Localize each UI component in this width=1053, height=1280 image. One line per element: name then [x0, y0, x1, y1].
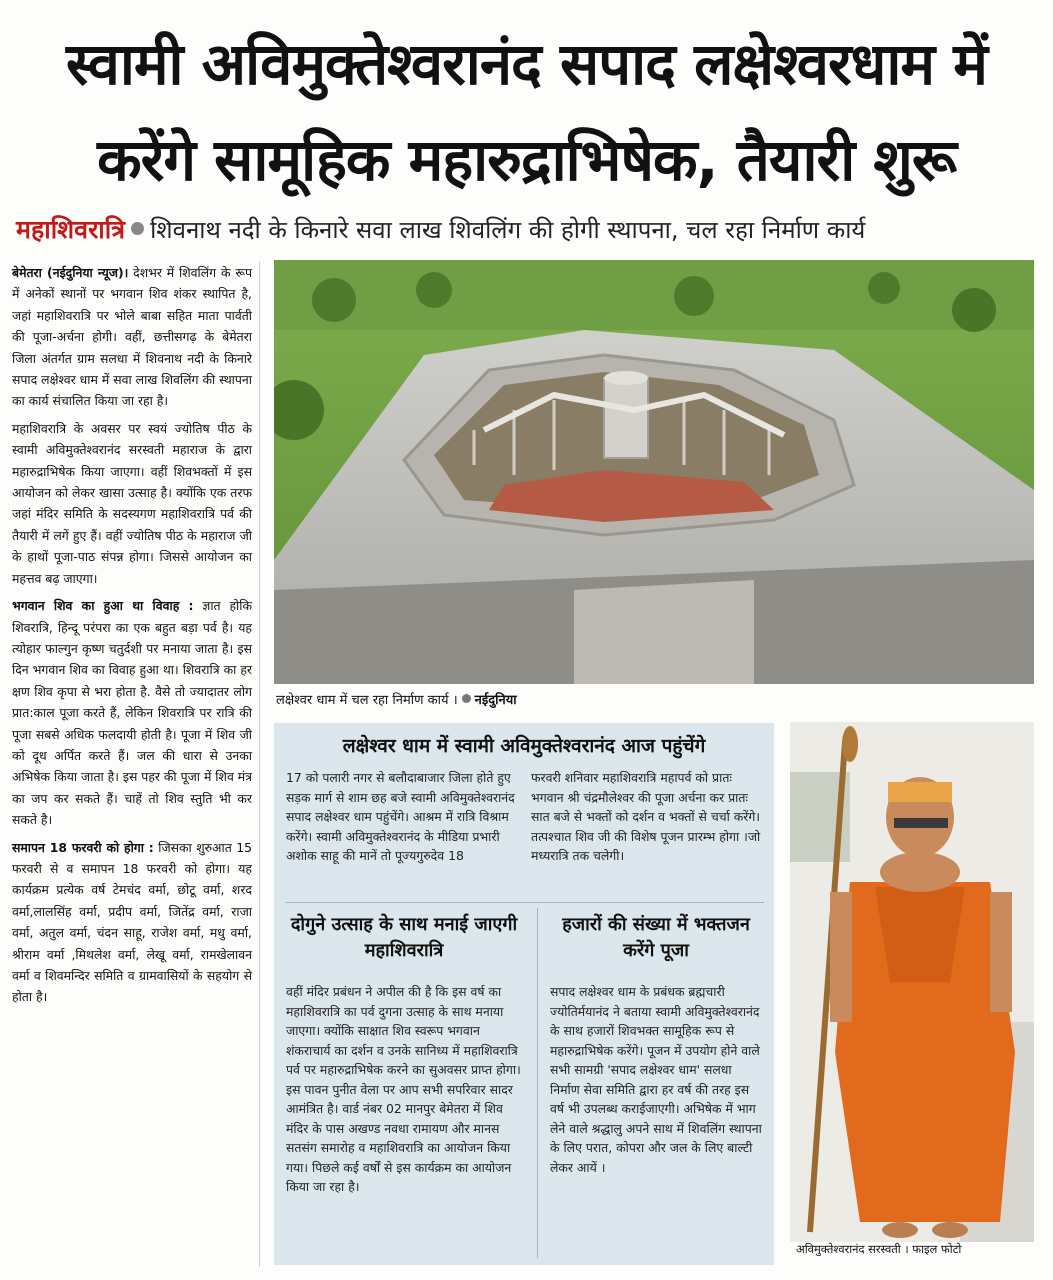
- box-divider-horizontal: [286, 902, 764, 903]
- bullet-icon: [462, 694, 471, 703]
- bullet-icon: [131, 222, 144, 235]
- box-text-devotees: सपाद लक्षेश्वर धाम के प्रबंधक ब्रह्मचारी ज्योतिर्मयानंद ने बताया स्वामी अविमुक्तेश्वरानंद के साथ हजारों शिवभक्त सामूहिक रूप से महारुद्राभिषेक करेंगे। पूजन में उपयोग होने वाले सभी सामग्री 'सपाद लक्षेश्वर धाम' सलधा निर्माण सेवा समिति द्वारा हर वर्ष की तरह इस वर्ष भी उपलब्ध कराईजाएगी। अभिषेक में भाग लेने वाले श्रद्धालु अपने साथ में शिवलिंग स्थापना के लिए परात, कोपरा और जल के लिए बाल्टी लेकर आयें ।: [550, 984, 762, 1175]
- box-text-celebration: वहीं मंदिर प्रबंधन ने अपील की है कि इस वर्ष का महाशिवरात्रि का पर्व दुगना उत्साह के साथ मनाया जाएगा। क्योंकि साक्षात शिव स्वरूप भगवान शंकराचार्य का दर्शन व उनके सानिध्य में महाशिवरात्रि पर्व पर महारुद्राभिषेक करने का सुअवसर प्राप्त होगा। इस पावन पुनीत वेला पर आप सभी सपरिवार सादर आमंत्रित है। वार्ड नंबर 02 मानपुर बेमेतरा में शिव मंदिर के पास अखण्ड नवधा रामायण और मानस सतसंग समारोह व महाशिवरात्रि का आयोजन किया गया। पिछले कई वर्षों से इस कार्यक्रम का आयोजन किया जा रहा है।: [286, 984, 521, 1194]
- photo-caption: [276, 690, 517, 708]
- box-subheading-devotees: हजारों की संख्या में भक्तजन करेंगे पूजा: [562, 914, 750, 961]
- saint-portrait-image: [790, 722, 1034, 1242]
- subheadline: शिवनाथ नदी के किनारे सवा लाख शिवलिंग की होगी स्थापना, चल रहा निर्माण कार्य: [150, 216, 866, 244]
- dateline: बेमेतरा (नईदुनिया न्यूज)।: [12, 265, 129, 280]
- subheading-closing: समापन 18 फरवरी को होगा :: [12, 839, 154, 855]
- headline-line-1: स्वामी अविमुक्तेश्वरानंद सपाद लक्षेश्वरधाम में: [66, 30, 987, 98]
- box-subheading-celebration: दोगुने उत्साह के साथ मनाई जाएगी महाशिवरात्रि: [290, 914, 518, 961]
- paragraph-3: [12, 595, 252, 830]
- paragraph-1-text: देशभर में शिवलिंग के रूप में अनेकों स्थानों पर भगवान शिव शंकर स्थापित है, जहां महाशिवरात्रि पर भोले बाबा सहित माता पार्वती की पूजा-अर्चना होगी। वहीं, छत्तीसगढ़ के बेमेतरा जिला अंतर्गत ग्राम सलधा में शिवनाथ नदी के किनारे सपाद लक्षेश्वर धाम में सवा लाख शिवलिंग की स्थापना का कार्य संचालित किया जा रहा है।: [12, 265, 252, 409]
- paragraph-4-text: जिसका शुरुआत 15 फरवरी से व समापन 18 फरवरी को होगा। यह कार्यक्रम प्रत्येक वर्ष टेमचंद वर्मा, छोटू वर्मा, शरद वर्मा,लालसिंह वर्मा, प्रदीप वर्मा, जितेंद्र वर्मा, राजा वर्मा, अतुल वर्मा, चंदन साहू, राजेश वर्मा, मधु वर्मा, श्रीराम वर्मा ,मिथलेश वर्मा, लेखू वर्मा, रामखेलावन वर्मा व शिवमन्दिर समिति व ग्रामवासियों के सहयोग से होता है।: [12, 839, 252, 1005]
- box-heading: लक्षेश्वर धाम में स्वामी अविमुक्तेश्वरानंद आज पहुंचेंगे: [342, 735, 706, 757]
- headline-line-2: करेंगे सामूहिक महारुद्राभिषेक, तैयारी शुरू: [97, 126, 956, 194]
- box-text-right: फरवरी शनिवार महाशिवरात्रि महापर्व को प्रातः भगवान श्री चंद्रमौलेश्वर की पूजा अर्चना कर प्रातः सात बजे से भक्तों को दर्शन व भक्तों से चर्चा करेंगे। तत्पश्चात शिव जी की विशेष पूजन प्रारम्भ होगा ।जो मध्यरात्रि तक चलेगी।: [531, 770, 761, 863]
- construction-photo: [274, 260, 1034, 684]
- left-column-article: [12, 262, 252, 1014]
- photo-caption-text: लक्षेश्वर धाम में चल रहा निर्माण कार्य ।: [276, 693, 458, 708]
- paragraph-1: [12, 262, 252, 412]
- construction-photo-image: [274, 260, 1034, 684]
- portrait-photo: [790, 722, 1034, 1242]
- paragraph-2: महाशिवरात्रि के अवसर पर स्वयं ज्योतिष पीठ के स्वामी अविमुक्तेश्वरानंद सरस्वती महाराज के द्वारा महारुद्राभिषेक किया जाएगा। वहीं शिवभक्तों में इस आयोजन को लेकर खासा उत्साह है। क्योंकि एक तरफ जहां मंदिर समिति के सदस्यगण महाशिवरात्रि पर्व की तैयारी में लगें हुए हैं। वहीं ज्योतिष पीठ के महाराज जी के हाथों पूजा-पाठ संपन्न होगा। जिससे आयोजन का महत्तव बढ़ जाएगा।: [12, 420, 252, 586]
- photo-credit: नईदुनिया: [474, 693, 517, 708]
- box-divider-vertical: [537, 908, 538, 1258]
- kicker-label: महाशिवरात्रि: [16, 215, 126, 244]
- column-divider: [259, 262, 260, 1267]
- portrait-caption: अविमुक्तेश्वरानंद सरस्वती । फाइल फोटो: [796, 1242, 962, 1256]
- kicker-row: [16, 212, 1041, 252]
- subheading-marriage: भगवान शिव का हुआ था विवाह :: [12, 598, 194, 614]
- paragraph-3-text: ज्ञात होकि शिवरात्रि, हिन्दू परंपरा का एक बहुत बड़ा पर्व है। यह त्योहार फाल्गुन कृष्ण चतुर्दशी पर मनाया जाता है। इस दिन भगवान शिव का विवाह हुआ था। शिवरात्रि का हर क्षण शिव कृपा से भरा होता है. वैसे तो ज्यादातर लोग प्रात:काल पूजा करते हैं, लेकिन शिवरात्रि पर रात्रि की पूजा सबसे अधिक फलदायी होती है। पूजा में शिव जी को दूध अर्पित करते हैं। जल की धारा से उनका अभिषेक किया जाता है। इस पहर की पूजा में शिव मंत्र का जप कर सकते हैं। चाहें तो शिव स्तुति भी कर सकते है।: [12, 598, 253, 828]
- paragraph-4: [12, 837, 252, 1008]
- box-text-left: 17 को पलारी नगर से बलौदाबाजार जिला होते हुए सड़क मार्ग से शाम छह बजे स्वामी अविमुक्तेश्वरानंद सपाद लक्षेश्वर धाम पहुंचेंगे। आश्रम में रात्रि विश्राम करेंगे। स्वामी अविमुक्तेश्वरानंद के मीडिया प्रभारी अशोक साहू की मानें तो पूज्यगुरुदेव 18: [286, 770, 515, 863]
